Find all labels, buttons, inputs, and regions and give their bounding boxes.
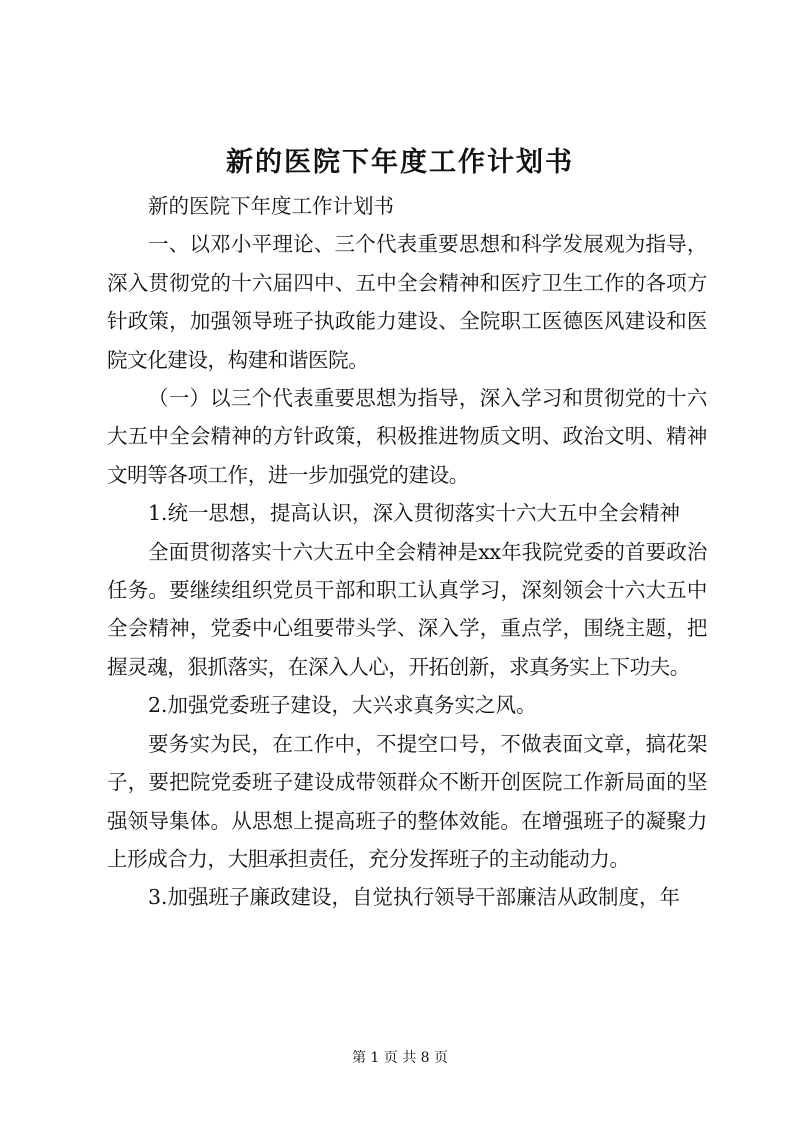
paragraph-item-2-body: 要务实为民，在工作中，不提空口号，不做表面文章，搞花架子，要把院党委班子建设成带领群众不断开创医院工作新局面的坚强领导集体。从思想上提高班子的整体效能。在增强班子的凝聚力上形成合力，大胆承担责任，充分发挥班子的主动能动力。: [107, 731, 707, 871]
paragraph-subsection-1: （一）以三个代表重要思想为指导，深入学习和贯彻党的十六大五中全会精神的方针政策，积极推进物质文明、政治文明、精神文明等各项工作，进一步加强党的建设。: [107, 386, 707, 487]
paragraph-section-1: 一、以邓小平理论、三个代表重要思想和科学发展观为指导，深入贯彻党的十六届四中、五中全会精神和医疗卫生工作的各项方针政策，加强领导班子执政能力建设、全院职工医德医风建设和医院文化建设，构建和谐医院。: [107, 232, 707, 372]
paragraph-item-1-body: 全面贯彻落实十六大五中全会精神是xx年我院党委的首要政治任务。要继续组织党员干部和职工认真学习，深刻领会十六大五中全会精神，党委中心组要带头学、深入学，重点学，围绕主题，把握灵魂，狠抓落实，在深入人心，开拓创新，求真务实上下功夫。: [107, 539, 707, 679]
paragraph-subtitle: 新的医院下年度工作计划书: [148, 194, 394, 218]
page-footer: 第 1 页 共 8 页: [351, 1050, 449, 1066]
document-title: 新的医院下年度工作计划书: [226, 147, 574, 178]
paragraph-item-2-heading: 2.加强党委班子建设，大兴求真务实之风。: [148, 693, 537, 718]
paragraph-item-1-heading: 1.统一思想，提高认识，深入贯彻落实十六大五中全会精神: [148, 501, 681, 526]
paragraph-item-3-heading: 3.加强班子廉政建设，自觉执行领导干部廉洁从政制度，年: [148, 885, 681, 910]
document-body: [107, 187, 707, 917]
